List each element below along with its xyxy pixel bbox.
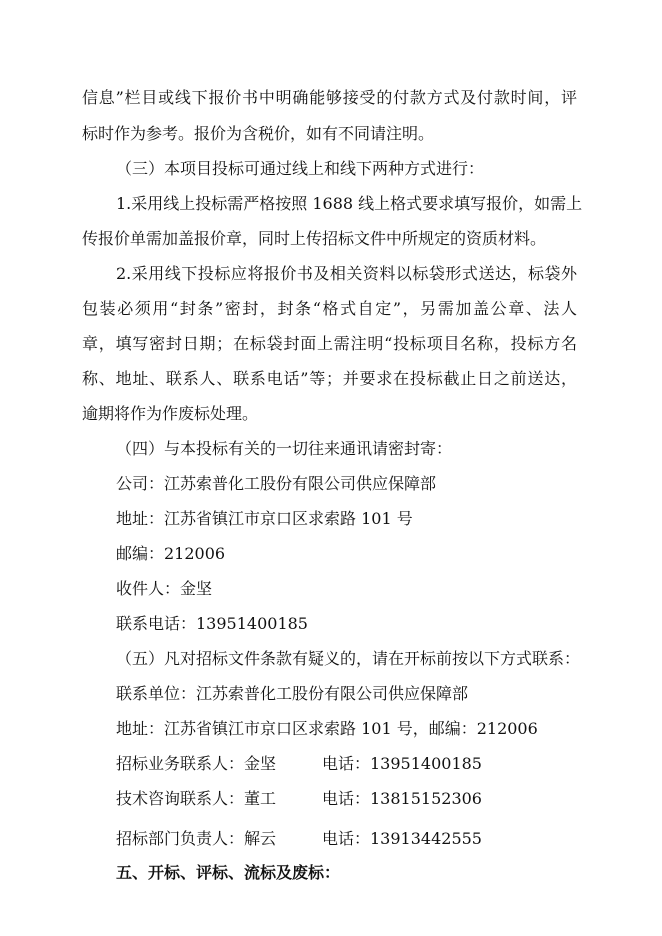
paragraph-line: 传报价单需加盖报价章，同时上传招标文件中所规定的资质材料。 [82, 229, 547, 248]
paragraph-line: 称、地址、联系人、联系电话”等；并要求在投标截止日之前送达， [82, 369, 577, 388]
paragraph-line: 1.采用线上投标需严格按照 1688 线上格式要求填写报价，如需上 [116, 194, 583, 213]
contact-phone: 电话：13815152306 [322, 789, 482, 808]
phone-line: 联系电话：13951400185 [116, 614, 308, 633]
paragraph-line: 章，填写密封日期；在标袋封面上需注明“投标项目名称，投标方名 [82, 334, 577, 353]
contact-unit-line: 联系单位：江苏索普化工股份有限公司供应保障部 [116, 684, 469, 703]
subsection-heading: （三）本项目投标可通过线上和线下两种方式进行： [116, 159, 485, 178]
paragraph-line: 逾期将作为作废标处理。 [82, 404, 259, 423]
company-line: 公司：江苏索普化工股份有限公司供应保障部 [116, 474, 437, 493]
contact-role: 招标业务联系人：金坚 [116, 754, 277, 773]
address-line: 地址：江苏省镇江市京口区求索路 101 号 [116, 509, 413, 528]
contact-address-line: 地址：江苏省镇江市京口区求索路 101 号，邮编：212006 [116, 719, 538, 738]
paragraph-line: 包装必须用“封条”密封，封条“格式自定”，另需加盖公章、法人 [82, 299, 577, 318]
paragraph-line: 标时作为参考。报价为含税价，如有不同请注明。 [82, 124, 435, 143]
paragraph-line: 信息”栏目或线下报价书中明确能够接受的付款方式及付款时间，评 [82, 88, 577, 107]
recipient-line: 收件人：金坚 [116, 579, 213, 598]
contact-phone: 电话：13951400185 [322, 754, 482, 773]
contact-role: 技术咨询联系人：董工 [116, 789, 277, 808]
subsection-heading: （五）凡对招标文件条款有疑义的，请在开标前按以下方式联系： [116, 649, 581, 668]
contact-role: 招标部门负责人：解云 [116, 829, 277, 848]
paragraph-line: 2.采用线下投标应将报价书及相关资料以标袋形式送达，标袋外 [116, 264, 577, 283]
contact-phone: 电话：13913442555 [322, 829, 482, 848]
postcode-line: 邮编：212006 [116, 544, 226, 563]
subsection-heading: （四）与本投标有关的一切往来通讯请密封寄： [116, 439, 453, 458]
section-heading: 五、开标、评标、流标及废标： [116, 863, 341, 882]
